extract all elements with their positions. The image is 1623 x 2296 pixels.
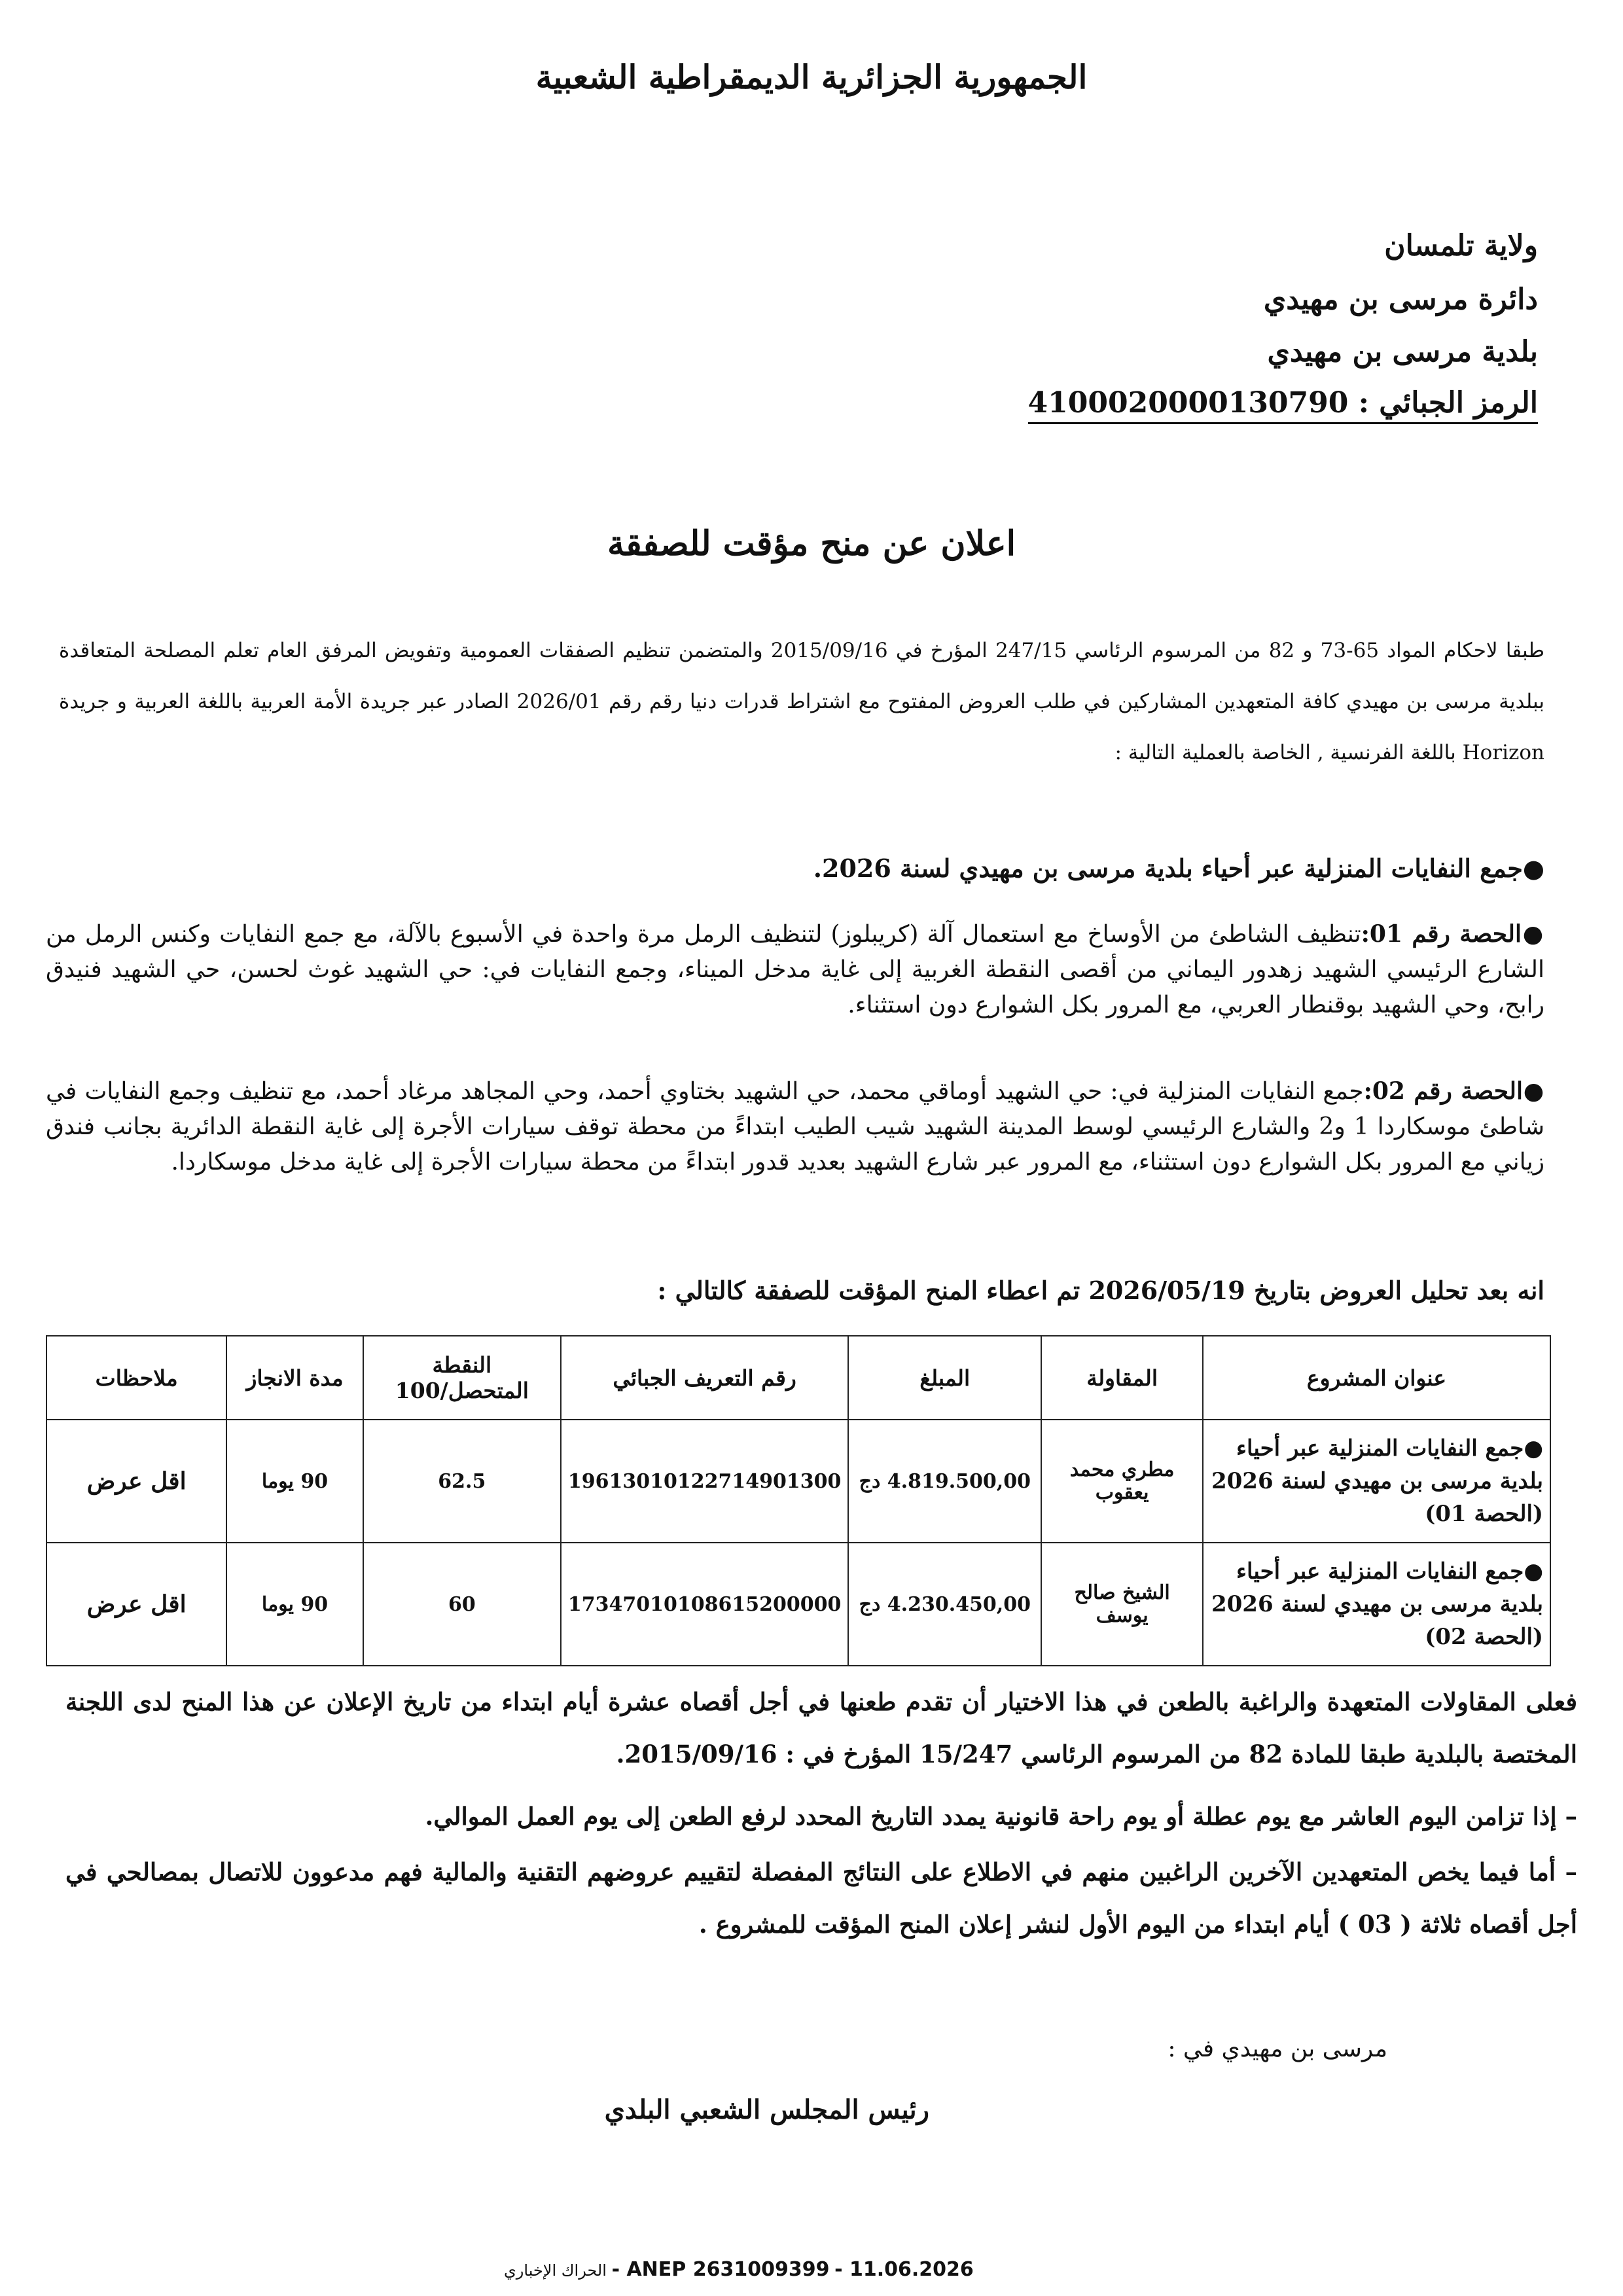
intro-paragraph: طبقا لاحكام المواد 65-73 و 82 من المرسوم الرئاسي 247/15 المؤرخ في 2015/09/16 والمتضمن تنظيم الصفقات العمومية وتفويض المرفق العام تعلم المصلحة المتعاقدة ببلدية مرسى بن مهيدي كافة المتعهدين المشاركين في طلب العروض المفتوح مع اشتراط قدرات دنيا رقم رقم 2026/01 الصادر عبر جريدة الأمة العربية باللغة العربية و جريدة Horizon باللغة الفرنسية , الخاصة بالعملية التالية :	[59, 639, 1545, 764]
appeal-paragraph: فعلى المقاولات المتعهدة والراغبة بالطعن في هذا الاختيار أن تقدم طعنها في أجل أقصاه عشرة أيام ابتداء من تاريخ الإعلان عن هذا المنح لدى اللجنة المختصة بالبلدية طبقا للمادة 82 من المرسوم الرئاسي 15/247 المؤرخ في : 2015/09/16.	[65, 1687, 1577, 1768]
col-project-title: عنوان المشروع	[1203, 1336, 1550, 1420]
col-duration: مدة الانجاز	[226, 1336, 363, 1420]
cell-amount: 4.819.500,00 دج	[848, 1420, 1041, 1543]
footer-line: الحراك الإخباري - ANEP 2631009399 - 11.06.2026	[504, 2258, 974, 2281]
col-notes: ملاحظات	[46, 1336, 226, 1420]
cell-duration: 90 يوما	[226, 1543, 363, 1666]
cell-score: 62.5	[363, 1420, 561, 1543]
wilaya-line: ولاية تلمسان	[1384, 229, 1538, 262]
signature-place: مرسى بن مهيدي في :	[1168, 2036, 1387, 2062]
cell-project: ●جمع النفايات المنزلية عبر أحياء بلدية مرسى بن مهيدي لسنة 2026 (الحصة 02)	[1203, 1543, 1550, 1666]
col-score: النقطة المتحصل/100	[363, 1336, 561, 1420]
signature-role: رئيس المجلس الشعبي البلدي	[604, 2094, 929, 2125]
col-contractor: المقاولة	[1041, 1336, 1203, 1420]
lot-01-text: تنظيف الشاطئ من الأوساخ مع استعمال آلة (كريبلوز) لتنظيف الرمل مرة واحدة في الأسبوع بالآلة، مع جمع النفايات وكنس الرمل من الشارع الرئيسي الشهيد زهدور اليماني من أقصى النقطة الغربية إلى غاية مدخل الميناء، وجمع النفايات في: حي الشهيد غوث لحسن، حي الشهيد فنيدق رابح، وحي الشهيد بوقنطار العربي، مع المرور بكل الشوارع دون استثناء.	[46, 921, 1544, 1018]
cell-notes: اقل عرض	[46, 1420, 226, 1543]
fiscal-code: 4100020000130790	[1027, 386, 1349, 420]
cell-project: ●جمع النفايات المنزلية عبر أحياء بلدية مرسى بن مهيدي لسنة 2026 (الحصة 01)	[1203, 1420, 1550, 1543]
table-row	[46, 1543, 1550, 1666]
announcement-title: اعلان عن منح مؤقت للصفقة	[607, 524, 1016, 564]
lot-02-label: ●الحصة رقم 02:	[1363, 1077, 1545, 1105]
cell-contractor: الشيخ صالح يوسف	[1041, 1543, 1203, 1666]
table-header-row	[46, 1336, 1550, 1420]
footer-ref: ANEP 2631009399	[626, 2258, 830, 2281]
daira-line: دائرة مرسى بن مهيدي	[1263, 283, 1538, 316]
cell-fiscal-id: 17347010108615200000	[561, 1543, 848, 1666]
republic-title: الجمهورية الجزائرية الديمقراطية الشعبية	[535, 58, 1088, 96]
analysis-line: انه بعد تحليل العروض بتاريخ 2026/05/19 تم اعطاء المنح المؤقت للصفقة كالتالي :	[657, 1276, 1544, 1305]
lot-02	[46, 1073, 1544, 1180]
cell-score: 60	[363, 1543, 561, 1666]
lot-02-text: جمع النفايات المنزلية في: حي الشهيد أوماقي محمد، حي الشهيد بختاوي أحمد، وحي المجاهد مرغاد أحمد، مع تنظيف وجمع النفايات في شاطئ موسكاردا 1 و2 والشارع الرئيسي لوسط المدينة الشهيد شيب الطيب ابتداءً من محطة توقف سيارات الأجرة إلى غاية النقطة الدائرية بجانب فندق زياني مع المرور بكل الشوارع دون استثناء، مع المرور عبر شارع الشهيد بعديد قدور ابتداءً من محطة سيارات الأجرة إلى غاية مدخل موسكاردا.	[46, 1078, 1544, 1175]
cell-contractor: مطري محمد يعقوب	[1041, 1420, 1203, 1543]
table-row	[46, 1420, 1550, 1543]
note-holiday: – إذا تزامن اليوم العاشر مع يوم عطلة أو يوم راحة قانونية يمدد التاريخ المحدد لرفع الطعن إلى يوم العمل الموالي.	[425, 1802, 1577, 1831]
col-amount: المبلغ	[848, 1336, 1041, 1420]
lot-01	[46, 916, 1544, 1023]
fiscal-code-line: الرمز الجبائي : 4100020000130790	[1028, 386, 1538, 424]
project-heading: ●جمع النفايات المنزلية عبر أحياء بلدية مرسى بن مهيدي لسنة 2026.	[813, 853, 1544, 883]
cell-amount: 4.230.450,00 دج	[848, 1543, 1041, 1666]
commune-line: بلدية مرسى بن مهيدي	[1267, 335, 1538, 368]
note-other-bidders: – أما فيما يخص المتعهدين الآخرين الراغبين منهم في الاطلاع على النتائج المفصلة لتقييم عروضهم التقنية والمالية فهم مدعوون للاتصال بمصالحي في أجل أقصاه ثلاثة ( 03 ) أيام ابتداء من اليوم الأول لنشر إعلان المنح المؤقت للمشروع .	[65, 1857, 1577, 1939]
col-fiscal-id: رقم التعريف الجبائي	[561, 1336, 848, 1420]
lot-01-label: ●الحصة رقم 01:	[1361, 920, 1545, 948]
footer-paper: الحراك الإخباري	[504, 2261, 607, 2280]
cell-notes: اقل عرض	[46, 1543, 226, 1666]
cell-duration: 90 يوما	[226, 1420, 363, 1543]
cell-fiscal-id: 196130101227149013​00	[561, 1420, 848, 1543]
footer-date: 11.06.2026	[849, 2258, 974, 2281]
fiscal-label: الرمز الجبائي	[1379, 386, 1538, 420]
award-table	[46, 1335, 1551, 1666]
